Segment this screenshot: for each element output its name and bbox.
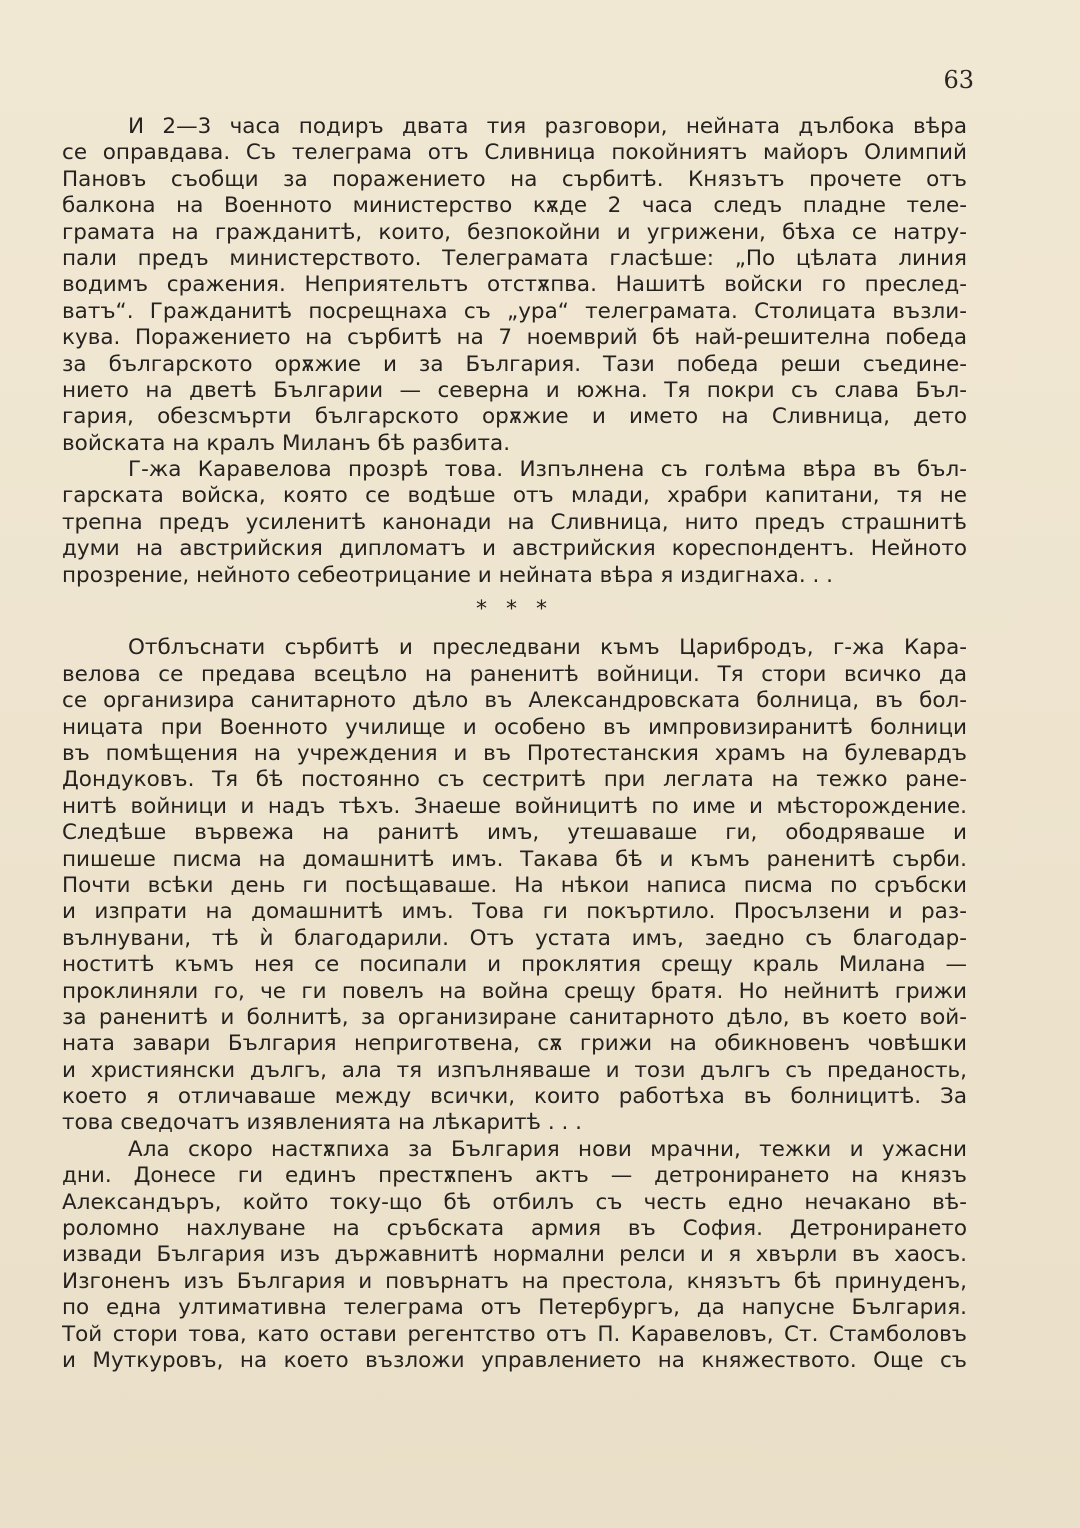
text-line: дни. Донесе ги единъ престѫпенъ актъ — детронирането на князъ: [62, 1163, 967, 1189]
text-line: и християнски дългъ, ала тя изпълняваше и този дългъ съ преданость,: [62, 1057, 967, 1083]
text-line: Отблъснати сърбитѣ и преследвани къмъ Царибродъ, г-жа Кара-: [128, 635, 967, 661]
text-line: Почти всѣки день ги посѣщаваше. На нѣкои написа писма по сръбски: [62, 872, 967, 898]
text-line: Александъръ, който току-що бѣ отбилъ съ честь едно нечакано вѣ-: [62, 1189, 967, 1215]
text-line: роломно нахлуване на сръбската армия въ София. Детронирането: [62, 1216, 967, 1242]
text-line: което я отличаваше между всички, които работѣха въ болницитѣ. За: [62, 1084, 967, 1110]
text-line: Той стори това, като остави регентство отъ П. Каравеловъ, Ст. Стамболовъ: [62, 1321, 967, 1347]
paragraph-1: [62, 114, 967, 457]
text-line: и Муткуровъ, на което възложи управлението на княжеството. Още съ: [62, 1347, 967, 1373]
text-line: ницата при Военното училище и особено въ импровизиранитѣ болници: [62, 714, 967, 740]
text-line: се организира санитарното дѣло въ Александровската болница, въ бол-: [62, 688, 967, 714]
page-number: 63: [943, 66, 974, 94]
text-line: пишеше писма на домашнитѣ имъ. Такава бѣ и къмъ раненитѣ сърби.: [62, 846, 967, 872]
text-line: ватъ“. Гражданитѣ посрещнаха съ „ура“ телеграмата. Столицата възли-: [62, 298, 967, 324]
text-line: водимъ сражения. Неприятельтъ отстѫпва. Нашитѣ войски го преслед-: [62, 272, 967, 298]
paragraph-3: [62, 635, 967, 1136]
text-line: Изгоненъ изъ България и повърнатъ на престола, князътъ бѣ принуденъ,: [62, 1268, 967, 1294]
text-line: проклиняли го, че ги повелъ на война срещу братя. Но нейнитѣ грижи: [62, 978, 967, 1004]
text-line: прозрение, нейното себеотрицание и нейната вѣра я издигнаха. . .: [62, 562, 834, 588]
text-line: пали предъ министерството. Телеграмата гласѣше: „По цѣлата линия: [62, 245, 967, 271]
text-line: за раненитѣ и болнитѣ, за организиране санитарното дѣло, въ което вой-: [62, 1004, 967, 1030]
text-line: Г-жа Каравелова прозрѣ това. Изпълнена съ голѣма вѣра въ бъл-: [128, 457, 967, 483]
paragraph-2: [62, 457, 967, 589]
text-line: нието на дветѣ Българии — северна и южна. Тя покри съ слава Бъл-: [62, 377, 967, 403]
paragraph-4: [62, 1137, 967, 1375]
text-line: въ помѣщения на учреждения и въ Протестанския храмъ на булевардъ: [62, 740, 967, 766]
text-line: Ала скоро настѫпиха за България нови мрачни, тежки и ужасни: [128, 1136, 967, 1162]
text-line: думи на австрийския дипломатъ и австрийския кореспондентъ. Нейното: [62, 536, 967, 562]
page-body-text: [62, 114, 967, 1374]
text-line: нитѣ войници и надъ тѣхъ. Знаеше войницитѣ по име и мѣсторождение.: [62, 793, 967, 819]
text-line: трепна предъ усиленитѣ канонади на Сливница, нито предъ страшнитѣ: [62, 509, 967, 535]
text-line: войската на кралъ Миланъ бѣ разбита.: [62, 430, 511, 456]
text-line: балкона на Военното министерство кѫде 2 часа следъ пладне теле-: [62, 193, 967, 219]
text-line: И 2—3 часа подиръ двата тия разговори, нейната дълбока вѣра: [128, 114, 967, 139]
text-line: гария, обезсмърти българското орѫжие и името на Сливница, дето: [62, 404, 967, 430]
text-line: Дондуковъ. Тя бѣ постоянно съ сестритѣ при леглата на тежко ране-: [62, 767, 967, 793]
text-line: за българското орѫжие и за България. Тази победа реши съедине-: [62, 351, 967, 377]
text-line: Следѣше вървежа на ранитѣ имъ, утешаваше ги, ободряваше и: [62, 820, 967, 846]
text-line: това сведочатъ изявленията на лѣкаритѣ . . .: [62, 1110, 583, 1136]
text-line: гарската войска, която се водѣше отъ млади, храбри капитани, тя не: [62, 483, 967, 509]
text-line: ната завари България неприготвена, сѫ грижи на обикновенъ човѣшки: [62, 1031, 967, 1057]
text-line: и изпрати на домашнитѣ имъ. Това ги покъртило. Просълзени и раз-: [62, 899, 967, 925]
text-line: се оправдава. Съ телеграма отъ Сливница покойниятъ майоръ Олимпий: [62, 140, 967, 166]
section-separator: * * *: [476, 597, 553, 623]
text-line: велова се предава всецѣло на раненитѣ войници. Тя стори всичко да: [62, 661, 967, 687]
text-line: Пановъ съобщи за поражението на сърбитѣ. Князътъ прочете отъ: [62, 166, 967, 192]
text-line: вълнувани, тѣ ѝ благодарили. Отъ устата имъ, заедно съ благодар-: [62, 925, 967, 951]
text-line: ноститѣ къмъ нея се посипали и проклятия срещу краль Милана —: [62, 952, 967, 978]
text-line: кува. Поражението на сърбитѣ на 7 ноемврий бѣ най-решителна победа: [62, 325, 967, 351]
text-line: по една ултимативна телеграма отъ Петербургъ, да напусне България.: [62, 1295, 967, 1321]
text-line: грамата на гражданитѣ, които, безпокойни и угрижени, бѣха се натру-: [62, 219, 967, 245]
text-line: извади България изъ държавнитѣ нормални релси и я хвърли въ хаосъ.: [62, 1242, 967, 1268]
